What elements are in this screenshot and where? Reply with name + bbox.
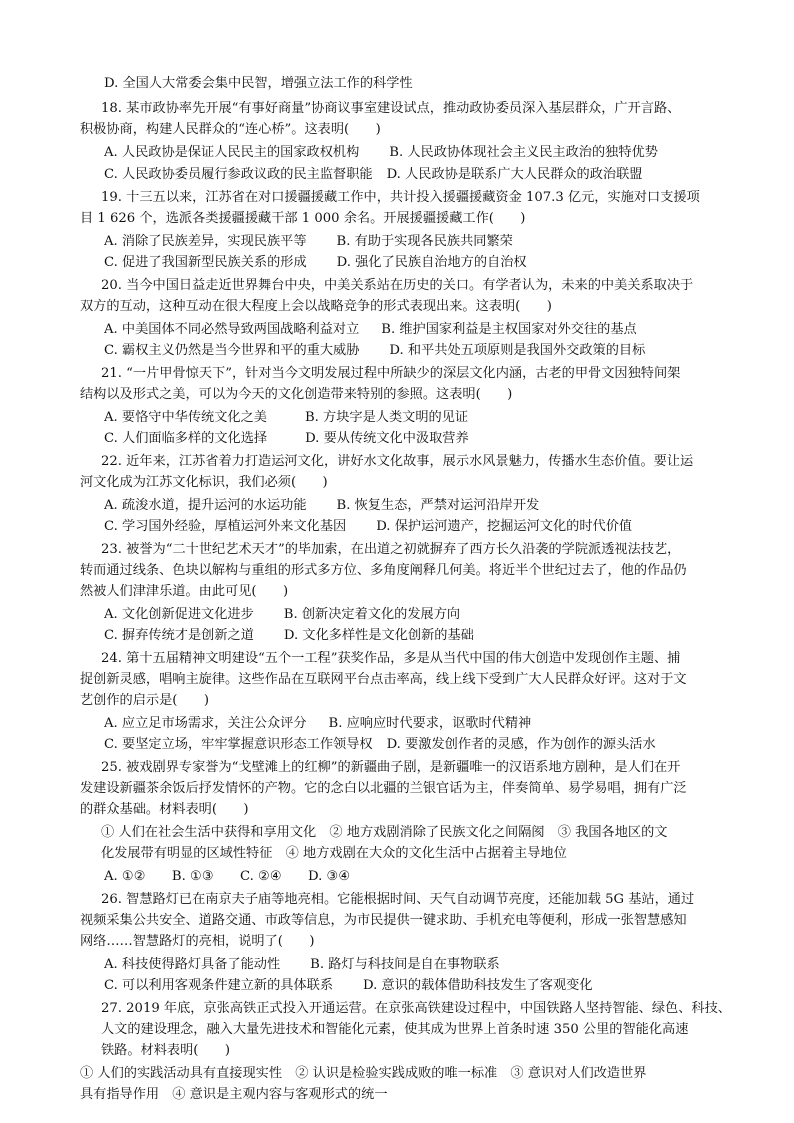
option-text: D. 和平共处五项原则是我国外交政策的目标 [389,343,646,358]
option-row [104,165,754,186]
option-text: B. 应响应时代要求，讴歌时代精神 [328,716,532,731]
text-line: 的群众基础。材料表明( ) [80,802,249,817]
text-line: 人文的建设理念，融入大量先进技术和智能化元素，使其成为世界上首条时速 350 公里的智能化高速 [101,1022,689,1037]
option-text: A. 应立足市场需求，关注公众评分 [104,716,307,731]
option-text: C. 摒弃传统才是创新之道 [104,628,254,643]
text-line: 24. 第十五届精神文明建设“五个一工程”获奖作品，多是从当代中国的伟大创造中发现创作主题、捕 [101,651,681,666]
option-row [104,496,754,517]
option-row [104,626,754,647]
text-line: 25. 被戏剧界专家誉为“戈壁滩上的红柳”的新疆曲子剧，是新疆唯一的汉语系地方剧种，是人们在开 [101,760,681,775]
option-text: D. 文化多样性是文化创新的基础 [283,628,474,643]
text-line: D. 全国人大常委会集中民智，增强立法工作的科学性 [104,76,413,91]
text-line: ① 人们在社会生活中获得和享用文化 ② 地方戏剧消除了民族文化之间隔阂 ③ 我国各地区的文 [101,825,668,840]
text-line: 结构以及形式之美，可以为今天的文化创造带来特别的参照。这表明( ) [80,387,513,402]
option-text: B. 创新决定着文化的发展方向 [283,607,461,622]
text-line: 视频采集公共安全、道路交通、市政等信息，为市民提供一键求助、手机充电等便利，形成一张智慧感知 [80,913,687,928]
option-row [104,408,754,429]
option-text: A. 疏浚水道，提升运河的水运功能 [104,498,307,513]
option-row [104,253,754,274]
option-text: D. 人民政协是联系广大人民群众的政治联盟 [386,167,643,182]
text-line: 化发展带有明显的区域性特征 ④ 地方戏剧在大众的文化生活中占据着主导地位 [101,846,567,861]
option-text: C. 要坚定立场，牢牢掌握意识形态工作领导权 [104,737,373,752]
option-text: C. 可以利用客观条件建立新的具体联系 [104,978,334,993]
text-line: 发建设新疆茶余饭后抒发情怀的产物。它的念白以北疆的兰银官话为主，伴奏简单、易学易唱，拥有广泛 [80,781,687,796]
option-row [104,341,754,362]
text-line: 双方的互动，这种互动在很大程度上会以战略竞争的形式表现出来。这表明( ) [80,299,552,314]
option-row [104,955,754,976]
option-text: D. 要激发创作者的灵感，作为创作的源头活水 [386,737,656,752]
option-text: C. 人们面临多样的文化选择 [104,431,268,446]
text-line: 然被人们津津乐道。由此可见( ) [80,584,289,599]
option-text: C. 促进了我国新型民族关系的形成 [104,255,307,270]
text-line: 艺创作的启示是( ) [80,693,209,708]
option-text: B. 方块字是人类文明的见证 [304,410,469,425]
option-text: B. 路灯与科技间是自在事物联系 [310,957,500,972]
text-line: 具有指导作用 ④ 意识是主观内容与客观形式的统一 [80,1087,388,1102]
text-line: 转而通过线条、色块以解构与重组的形式多方位、多角度阐释几何美。将近半个世纪过去了，他的作品仍 [80,563,687,578]
option-text: A. 中美国体不同必然导致两国战略利益对立 [104,322,360,337]
option-text: C. 人民政协委员履行参政议政的民主监督职能 [104,167,373,182]
text-line: 27. 2019 年底，京张高铁正式投入开通运营。在京张高铁建设过程中，中国铁路人坚持智能、绿色、科技、 [101,1001,731,1016]
text-line: ① 人们的实践活动具有直接现实性 ② 认识是检验实践成败的唯一标准 ③ 意识对人们改造世界 [80,1066,647,1081]
text-line: 网络……智慧路灯的亮相，说明了( ) [80,934,315,949]
text-line: A. ①② B. ①③ C. ②④ D. ③④ [104,869,351,884]
text-line: 19. 十三五以来，江苏省在对口援疆援藏工作中，共计投入援疆援藏资金 107.3 亿元，实施对口支援项 [101,190,700,205]
text-line: 捉创新灵感，唱响主旋律。这些作品在互联网平台点击率高，线上线下受到广大人民群众好评。这对于文 [80,672,687,687]
text-line: 积极协商，构建人民群众的“连心桥”。这表明( ) [80,122,381,137]
text-line: 18. 某市政协率先开展“有事好商量”协商议事室建设试点，推动政协委员深入基层群众，广开言路、 [101,101,681,116]
text-line: 23. 被誉为“二十世纪艺术天才”的毕加索，在出道之初就摒弃了西方长久沿袭的学院派透视法技艺， [101,542,681,557]
text-line: 22. 近年来，江苏省着力打造运河文化，讲好水文化故事，展示水风景魅力，传播水生态价值。要让运 [101,454,694,469]
option-text: B. 维护国家利益是主权国家对外交往的基点 [381,322,637,337]
option-text: C. 学习国外经验，厚植运河外来文化基因 [104,519,347,534]
option-row [104,143,754,164]
text-line: 目 1 626 个，选派各类援疆援藏干部 1 000 余名。开展援疆援藏工作( ) [80,211,526,226]
option-row [104,429,754,450]
option-row [104,714,754,735]
text-line: 21. “一片甲骨惊天下”，针对当今文明发展过程中所缺少的深层文化内涵，古老的甲骨文因独特间架 [101,366,681,381]
text-line: 26. 智慧路灯已在南京夫子庙等地亮相。它能根据时间、天气自动调节亮度，还能加载 5G 基站，通过 [101,892,695,907]
option-text: A. 要恪守中华传统文化之美 [104,410,267,425]
text-line: 20. 当今中国日益走近世界舞台中央，中美关系站在历史的关口。有学者认为，未来的中美关系取决于 [101,278,694,293]
option-row [104,232,754,253]
option-text: D. 意识的载体借助科技发生了客观变化 [363,978,593,993]
option-text: A. 文化创新促进文化进步 [104,607,254,622]
option-row [104,605,754,626]
option-row [104,735,754,756]
option-text: A. 科技使得路灯具备了能动性 [104,957,281,972]
option-row [104,976,754,997]
option-row [104,320,754,341]
option-text: B. 恢复生态，严禁对运河沿岸开发 [336,498,540,513]
option-text: B. 人民政协体现社会主义民主政治的独特优势 [389,145,658,160]
option-text: A. 消除了民族差异，实现民族平等 [104,234,307,249]
option-text: D. 要从传统文化中汲取营养 [305,431,469,446]
text-line: 河文化成为江苏文化标识，我们必须( ) [80,475,328,490]
option-text: A. 人民政协是保证人民民主的国家政权机构 [104,145,360,160]
option-text: D. 强化了民族自治地方的自治权 [336,255,527,270]
text-line: 铁路。材料表明( ) [101,1043,230,1058]
option-row [104,517,754,538]
option-text: C. 霸权主义仍然是当今世界和平的重大威胁 [104,343,360,358]
option-text: D. 保护运河遗产，挖掘运河文化的时代价值 [376,519,633,534]
option-text: B. 有助于实现各民族共同繁荣 [336,234,513,249]
